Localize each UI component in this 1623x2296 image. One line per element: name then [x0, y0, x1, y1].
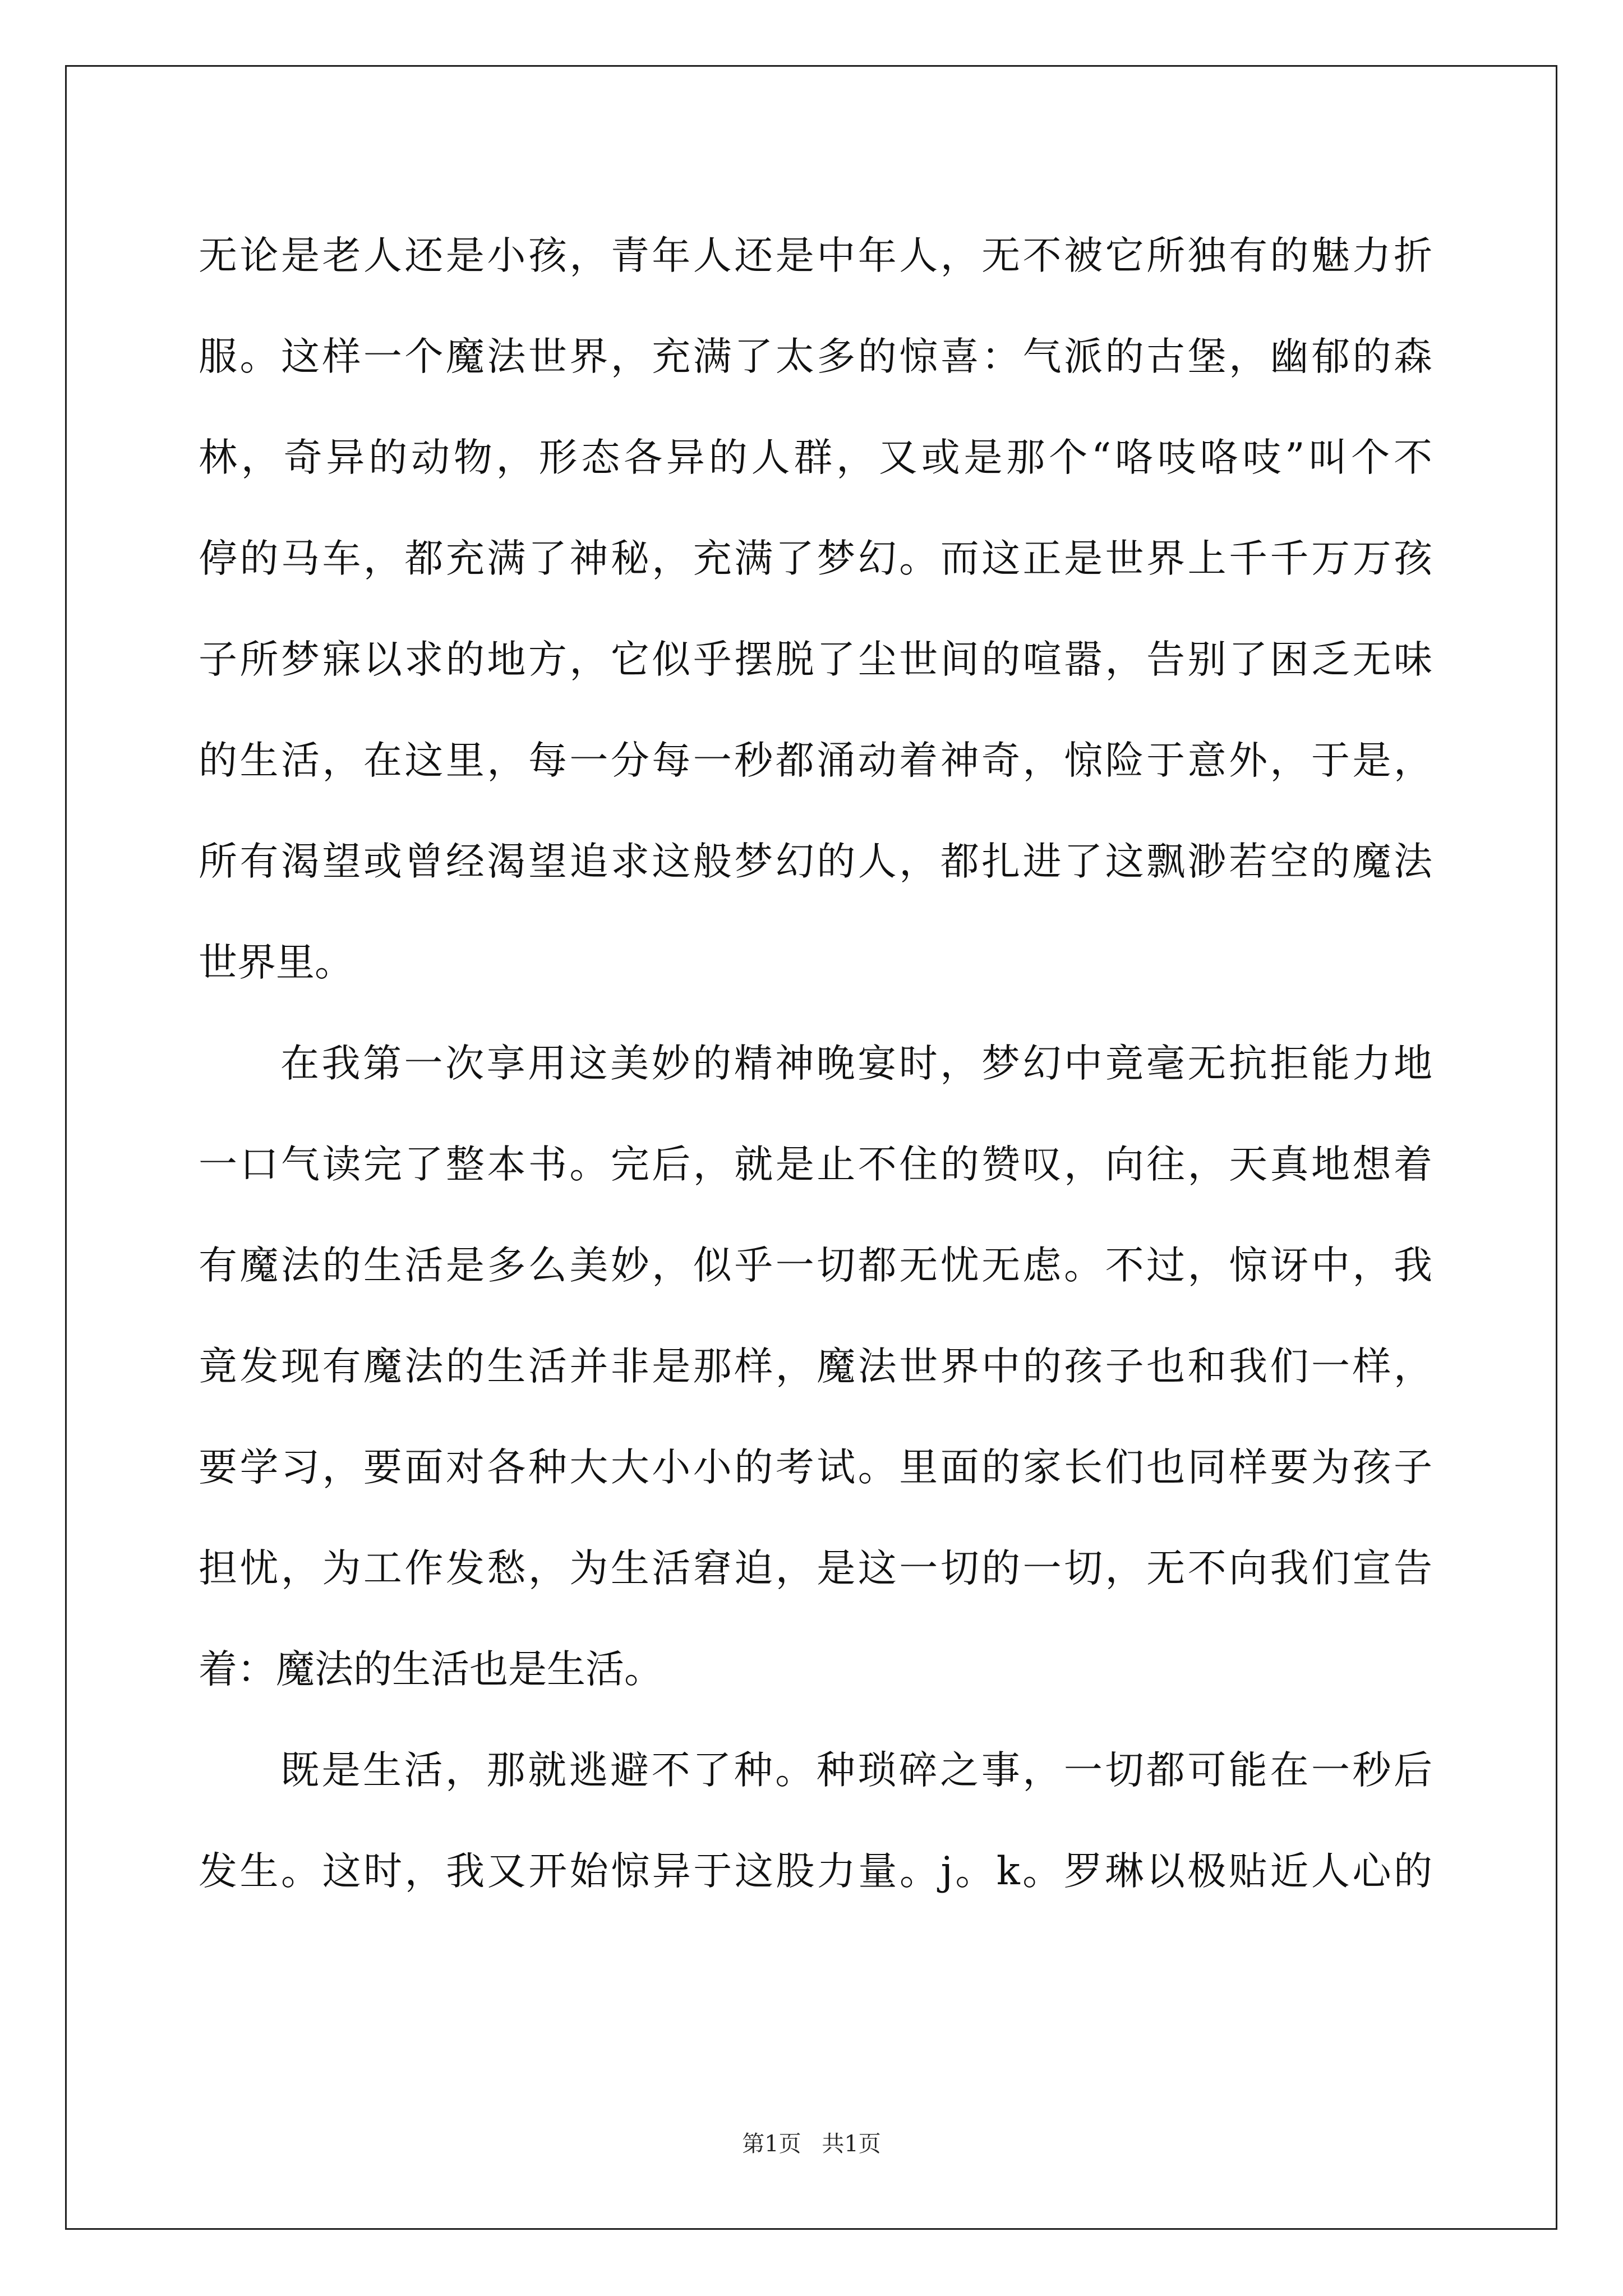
document-body: [199, 205, 1432, 1922]
text-line: 竟发现有魔法的生活并非是那样，魔法世界中的孩子也和我们一样，: [199, 1344, 1432, 1389]
text-line: 要学习，要面对各种大大小小的考试。里面的家长们也同样要为孩子: [199, 1445, 1432, 1490]
text-line: 林，奇异的动物，形态各异的人群，又或是那个“咯吱咯吱”叫个不: [199, 435, 1432, 480]
paragraph: [199, 1720, 1432, 1922]
text-line: 无论是老人还是小孩，青年人还是中年人，无不被它所独有的魅力折: [199, 233, 1432, 278]
text-line: 停的马车，都充满了神秘，充满了梦幻。而这正是世界上千千万万孩: [199, 536, 1432, 581]
page-count: 共1页: [822, 2131, 881, 2157]
page-number: 第1页: [742, 2131, 801, 2157]
paragraph: [199, 205, 1432, 1013]
text-line: 世界里。: [199, 940, 353, 985]
text-line: 的生活，在这里，每一分每一秒都涌动着神奇，惊险于意外，于是，: [199, 738, 1432, 783]
text-line: 所有渴望或曾经渴望追求这般梦幻的人，都扎进了这飘渺若空的魔法: [199, 839, 1432, 884]
text-line: 一口气读完了整本书。完后，就是止不住的赞叹，向往，天真地想着: [199, 1142, 1432, 1187]
text-line: 在我第一次享用这美妙的精神晚宴时，梦幻中竟毫无抗拒能力地: [280, 1041, 1432, 1086]
text-line: 服。这样一个魔法世界，充满了太多的惊喜：气派的古堡，幽郁的森: [199, 334, 1432, 379]
paragraph: [199, 1013, 1432, 1720]
page-footer: [0, 2126, 1623, 2158]
text-line: 担忧，为工作发愁，为生活窘迫，是这一切的一切，无不向我们宣告: [199, 1546, 1432, 1591]
text-line: 既是生活，那就逃避不了种。种琐碎之事，一切都可能在一秒后: [280, 1748, 1432, 1793]
text-line: 发生。这时，我又开始惊异于这股力量。j。k。罗琳以极贴近人心的: [199, 1849, 1432, 1894]
text-line: 子所梦寐以求的地方，它似乎摆脱了尘世间的喧嚣，告别了困乏无味: [199, 637, 1432, 682]
text-line: 着：魔法的生活也是生活。: [199, 1647, 663, 1692]
text-line: 有魔法的生活是多么美妙，似乎一切都无忧无虑。不过，惊讶中，我: [199, 1243, 1432, 1288]
